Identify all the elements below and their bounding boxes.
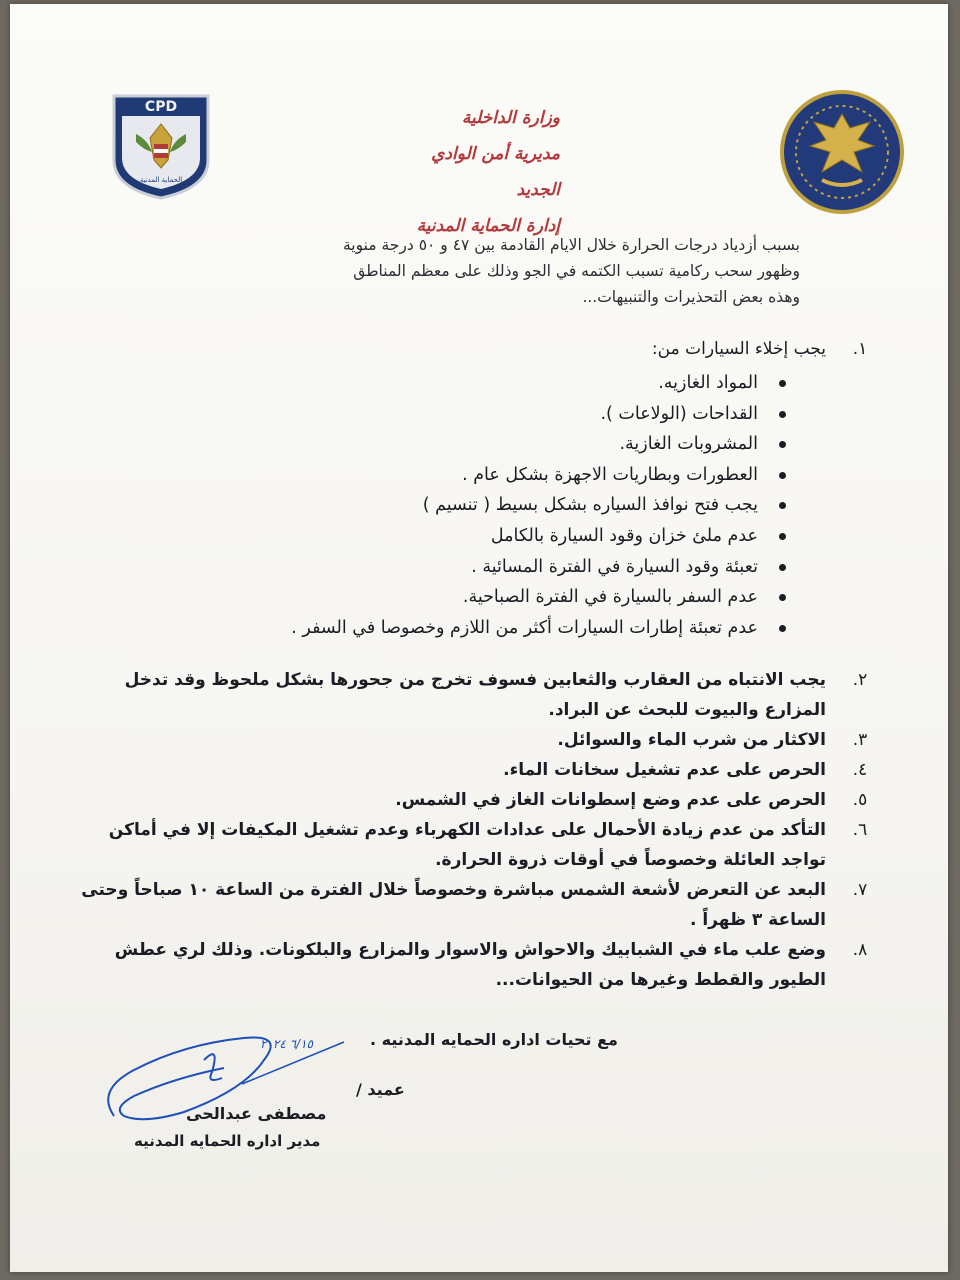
list-item <box>80 665 880 725</box>
list-item <box>80 815 880 875</box>
department-name: إدارة الحماية المدنية <box>416 216 560 236</box>
intro-line: بسبب أزدياد درجات الحرارة خلال الايام القادمة بين ٤٧ و ٥٠ درجة منوية <box>342 236 800 254</box>
sub-list-item: عدم السفر بالسيارة في الفترة الصباحية. <box>80 582 788 613</box>
signatory-rank: عميد / <box>356 1080 405 1099</box>
sub-list-item: المواد الغازيه. <box>80 368 788 399</box>
ministry-name: وزارة الداخلية <box>461 108 560 128</box>
item-text: البعد عن التعرض لأشعة الشمس مباشرة وخصوصاً خلال الفترة من الساعة ١٠ صباحاً وحتى الساعة ٣ ظهراً . <box>81 880 826 931</box>
signature-date-note: ٦/١٥ ٢٠٢٤ <box>260 1037 313 1051</box>
badge-lettering: CPD <box>144 99 178 115</box>
badge-sub-lettering: الحماية المدنية <box>139 176 183 184</box>
list-item <box>80 935 880 995</box>
sub-list-item: القداحات (الولاعات ). <box>80 399 788 430</box>
letterhead <box>390 100 560 244</box>
sub-list-item: عدم تعبئة إطارات السيارات أكثر من اللازم وخصوصا في السفر . <box>80 613 788 644</box>
item-number: ٤. <box>852 760 868 781</box>
list-item <box>80 875 880 935</box>
item-text: الحرص على عدم وضع إسطوانات الغاز في الشمس. <box>395 790 826 811</box>
sub-list-item: المشروبات الغازية. <box>80 429 788 460</box>
item-number: ٣. <box>852 730 868 751</box>
closing-line: مع تحيات اداره الحمايه المدنيه . <box>370 1030 618 1049</box>
item-number: ٦. <box>852 820 868 841</box>
sub-list-item: تعبئة وقود السيارة في الفترة المسائية . <box>80 552 788 583</box>
item-text: وضع علب ماء في الشبابيك والاحواش والاسوار والمزارع والبلكونات. وذلك لري عطش الطيور والقطط وغيرها من الحيوانات... <box>114 940 826 991</box>
signatory-title: مدير اداره الحمايه المدنيه <box>134 1132 321 1150</box>
item-text: الحرص على عدم تشغيل سخانات الماء. <box>503 760 826 781</box>
civil-protection-badge-icon <box>106 90 216 202</box>
item-text: يجب الانتباه من العقارب والثعابين فسوف تخرج من جحورها بشكل ملحوظ وقد تدخل المزارع والبيوت للبحث عن البراد. <box>124 670 826 721</box>
item-number: ٨. <box>852 940 868 961</box>
list-item <box>80 785 880 815</box>
item-number: ٥. <box>852 790 868 811</box>
item-number: ١. <box>852 339 868 359</box>
sub-list <box>80 368 826 643</box>
signatory-name: مصطفى عبدالحى <box>186 1104 327 1123</box>
warnings-list <box>80 334 880 995</box>
intro-line: وهذه بعض التحذيرات والتنبيهات... <box>582 288 800 306</box>
sub-list-item: العطورات وبطاريات الاجهزة بشكل عام . <box>80 460 788 491</box>
item-text: الاكثار من شرب الماء والسوائل. <box>557 730 826 751</box>
directorate-name: مديرية أمن الوادي الجديد <box>431 144 560 200</box>
list-item <box>80 755 880 785</box>
ministry-of-interior-eagle-emblem-icon <box>778 88 906 216</box>
item-number: ٧. <box>852 880 868 901</box>
item-number: ٢. <box>852 670 868 691</box>
list-item <box>80 725 880 755</box>
sub-list-item: يجب فتح نوافذ السياره بشكل بسيط ( تنسيم ) <box>80 490 788 521</box>
spacer <box>80 643 880 665</box>
list-item <box>80 334 880 643</box>
sub-list-item: عدم ملئ خزان وقود السيارة بالكامل <box>80 521 788 552</box>
intro-paragraph <box>200 232 800 310</box>
intro-line: وظهور سحب ركامية تسبب الكتمه في الجو وذلك على معظم المناطق <box>353 262 800 280</box>
document-page <box>10 4 948 1272</box>
item-text: يجب إخلاء السيارات من: <box>651 339 826 359</box>
item-text: التأكد من عدم زيادة الأحمال على عدادات الكهرباء وعدم تشغيل المكيفات إلا في أماكن تواجد العائلة وخصوصاً في أوقات ذروة الحرارة. <box>108 820 826 871</box>
